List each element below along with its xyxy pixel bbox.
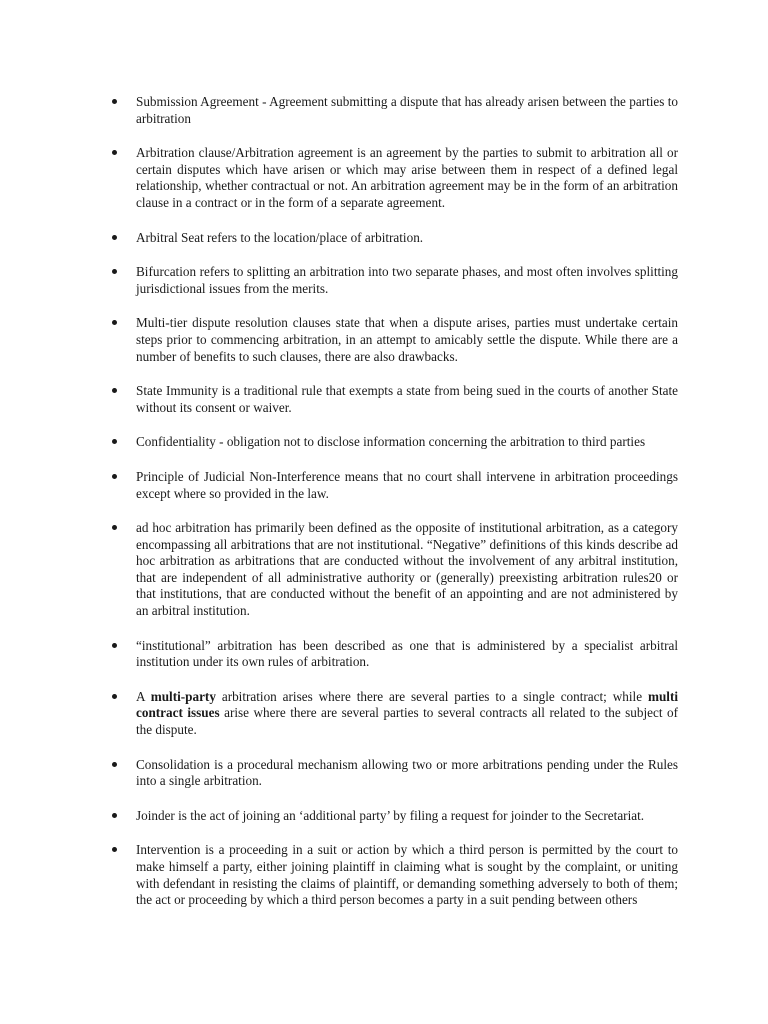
item-text: Principle of Judicial Non-Interference means that no court shall intervene in arbitration proceedings except where so provided in the law. — [136, 468, 678, 501]
text-segment: arise where there are several parties to several contracts all related to the subject of the dispute. — [136, 705, 678, 738]
bullet-icon — [112, 813, 117, 818]
item-text: ad hoc arbitration has primarily been defined as the opposite of institutional arbitration, as a category encompassing all arbitrations that are not institutional. “Negative” definitions of this kinds describe ad hoc arbitration as arbitrations that are conducted without the involvement of any arbitral institution, that are independent of all administrative authority or (generally) preexisting arbitration rules20 or that institutions, that are conducted without the benefit of an appointing and are not administered by an arbitral institution. — [136, 520, 678, 619]
bold-term-multi-contract: multi contract issues — [136, 688, 679, 721]
text-segment: arbitration arises where there are several parties to a single contract; while — [215, 688, 648, 704]
item-text: Bifurcation refers to splitting an arbitration into two separate phases, and most often involves splitting jurisdictional issues from the merits. — [136, 264, 678, 296]
bullet-icon — [112, 439, 117, 444]
bullet-icon — [112, 99, 117, 104]
definitions-list — [112, 94, 678, 927]
list-item-institutional-arbitration — [112, 638, 678, 671]
bullet-icon — [112, 150, 117, 155]
bullet-icon — [112, 320, 117, 325]
bullet-icon — [112, 847, 117, 852]
item-text: Arbitral Seat refers to the location/place of arbitration. — [136, 229, 424, 245]
bullet-icon — [112, 643, 117, 648]
item-text: Intervention is a proceeding in a suit or action by which a third person is permitted by the court to make himself a party, either joining plaintiff in claiming what is sought by the complaint, or uniting with defendant in resisting the claims of plaintiff, or demanding something adversely to both of them; the act or proceeding by which a third person becomes a party in a suit pending between others — [136, 842, 678, 908]
list-item-multi-tier — [112, 315, 678, 365]
item-text: State Immunity is a traditional rule that exempts a state from being sued in the courts of another State without its consent or waiver. — [136, 383, 678, 415]
item-text: Joinder is the act of joining an ‘additional party’ by filing a request for joinder to the Secretariat. — [136, 807, 645, 823]
item-text: “institutional” arbitration has been described as one that is administered by a specialist arbitral institution under its own rules of arbitration. — [136, 637, 678, 670]
item-text: Multi-tier dispute resolution clauses state that when a dispute arises, parties must undertake certain steps prior to commencing arbitration, in an attempt to amicably settle the dispute. While there are a number of benefits to such clauses, there are also drawbacks. — [136, 315, 678, 364]
text-segment: A — [136, 688, 151, 704]
item-text — [136, 689, 678, 737]
list-item-ad-hoc-arbitration — [112, 520, 678, 620]
list-item-joinder — [112, 808, 678, 825]
list-item-submission-agreement — [112, 94, 678, 127]
bullet-icon — [112, 388, 117, 393]
item-text: Confidentiality - obligation not to disclose information concerning the arbitration to third parties — [136, 434, 646, 450]
item-text: Submission Agreement - Agreement submitting a dispute that has already arisen between the parties to arbitration — [136, 94, 678, 126]
list-item-bifurcation — [112, 264, 678, 297]
list-item-state-immunity — [112, 383, 678, 416]
list-item-arbitral-seat — [112, 230, 678, 247]
bullet-icon — [112, 525, 117, 530]
item-text: Consolidation is a procedural mechanism allowing two or more arbitrations pending under the Rules into a single arbitration. — [136, 756, 678, 789]
bullet-icon — [112, 762, 117, 767]
list-item-confidentiality — [112, 434, 678, 451]
item-text: Arbitration clause/Arbitration agreement is an agreement by the parties to submit to arbitration all or certain disputes which have arisen or which may arise between them in respect of a defined legal relationship, whether contractual or not. An arbitration agreement may be in the form of an arbitration clause in a contract or in the form of a separate agreement. — [136, 145, 678, 210]
list-item-multi-party — [112, 689, 678, 739]
list-item-consolidation — [112, 757, 678, 790]
list-item-non-interference — [112, 469, 678, 502]
bold-term-multi-party: multi-party — [150, 688, 216, 704]
bullet-icon — [112, 694, 117, 699]
list-item-arbitration-clause — [112, 145, 678, 211]
list-item-intervention — [112, 842, 678, 908]
bullet-icon — [112, 269, 117, 274]
bullet-icon — [112, 235, 117, 240]
bullet-icon — [112, 474, 117, 479]
